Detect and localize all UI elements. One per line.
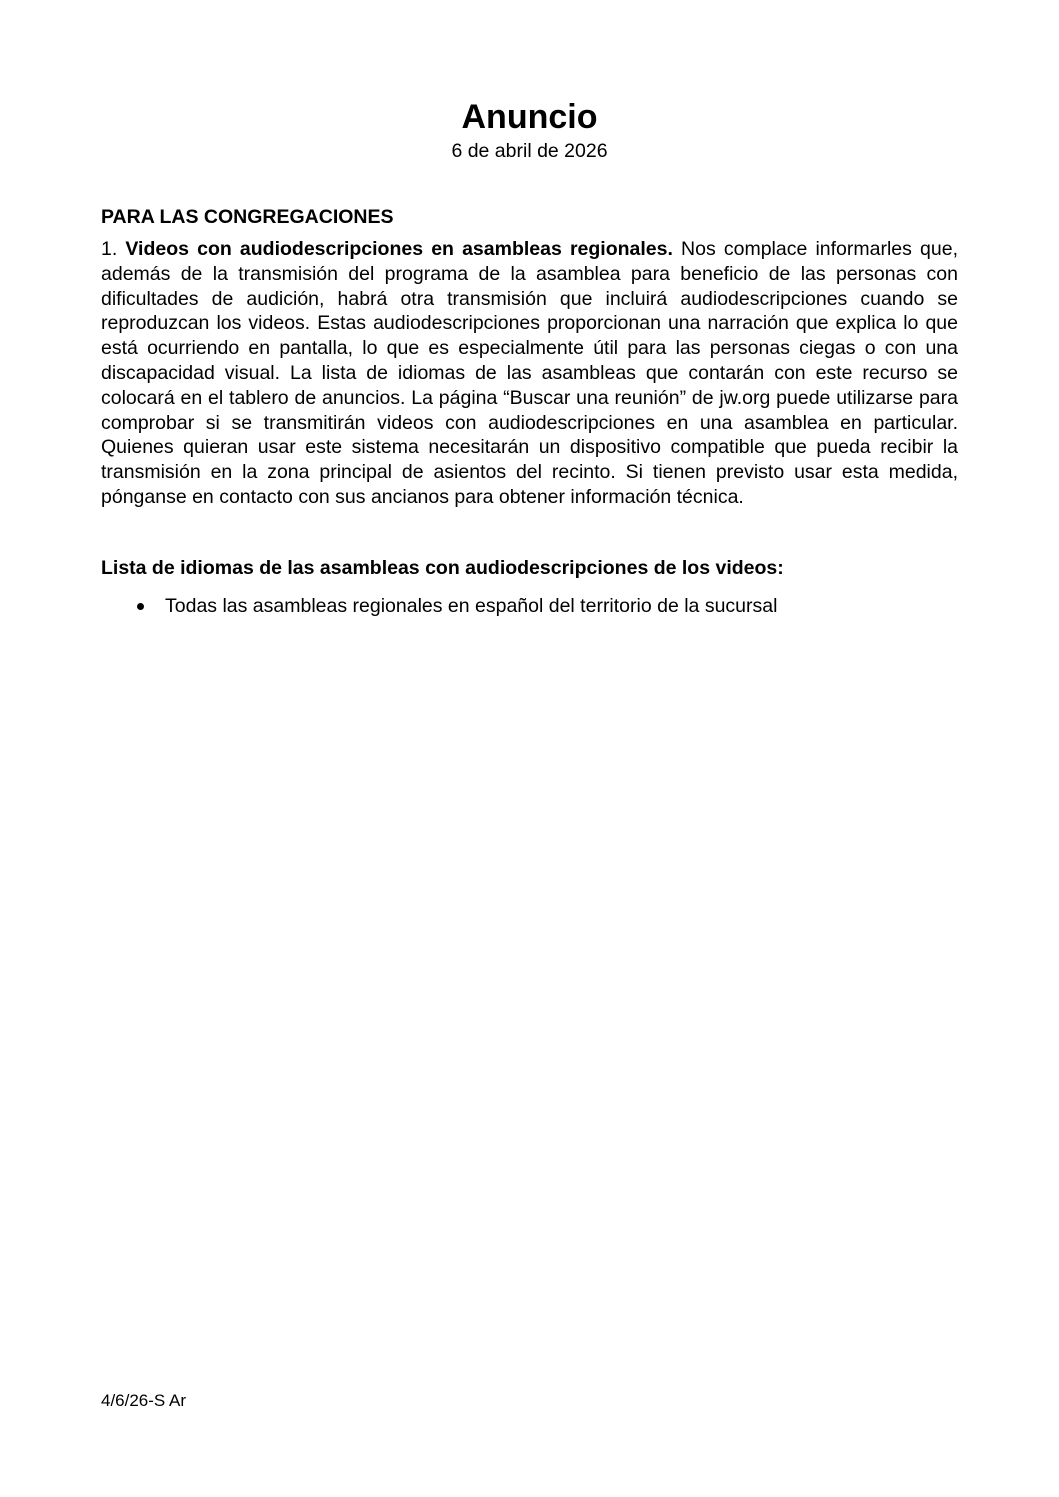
item-body: Nos complace informarles que, además de la transmisión del programa de la asamblea para beneficio de las personas con dificultades de audición, habrá otra transmisión que incluirá audiodescripciones cuando se reproduzcan los videos. Estas audiodescripciones proporcionan una narración que explica lo que está ocurriendo en pantalla, lo que es especialmente útil para las personas ciegas o con una discapacidad visual. La lista de idiomas de las asambleas que contarán con este recurso se colocará en el tablero de anuncios. La página “Buscar una reunión” de jw.org puede utilizarse para comprobar si se transmitirán videos con audiodescripciones en una asamblea en particular. Quienes quieran usar este sistema necesitarán un dispositivo compatible que pueda recibir la transmisión en la zona principal de asientos del recinto. Si tienen previsto usar esta medida, pónganse en contacto con sus ancianos para obtener información técnica. (101, 238, 958, 508)
list-item-text: Todas las asambleas regionales en español del territorio de la sucursal (165, 595, 778, 617)
item-lead-title: Videos con audiodescripciones en asambleas regionales. (125, 238, 673, 260)
document-date: 6 de abril de 2026 (451, 140, 608, 162)
language-list (101, 594, 777, 618)
bullet-icon (137, 603, 144, 610)
section-heading: PARA LAS CONGREGACIONES (101, 206, 394, 228)
list-item (101, 594, 777, 618)
list-heading: Lista de idiomas de las asambleas con audiodescripciones de los videos: (101, 557, 784, 579)
item-number: 1. (101, 238, 126, 260)
document-title: Anuncio (461, 98, 598, 136)
footer-code: 4/6/26-S Ar (101, 1391, 187, 1410)
announcement-paragraph (101, 237, 958, 510)
